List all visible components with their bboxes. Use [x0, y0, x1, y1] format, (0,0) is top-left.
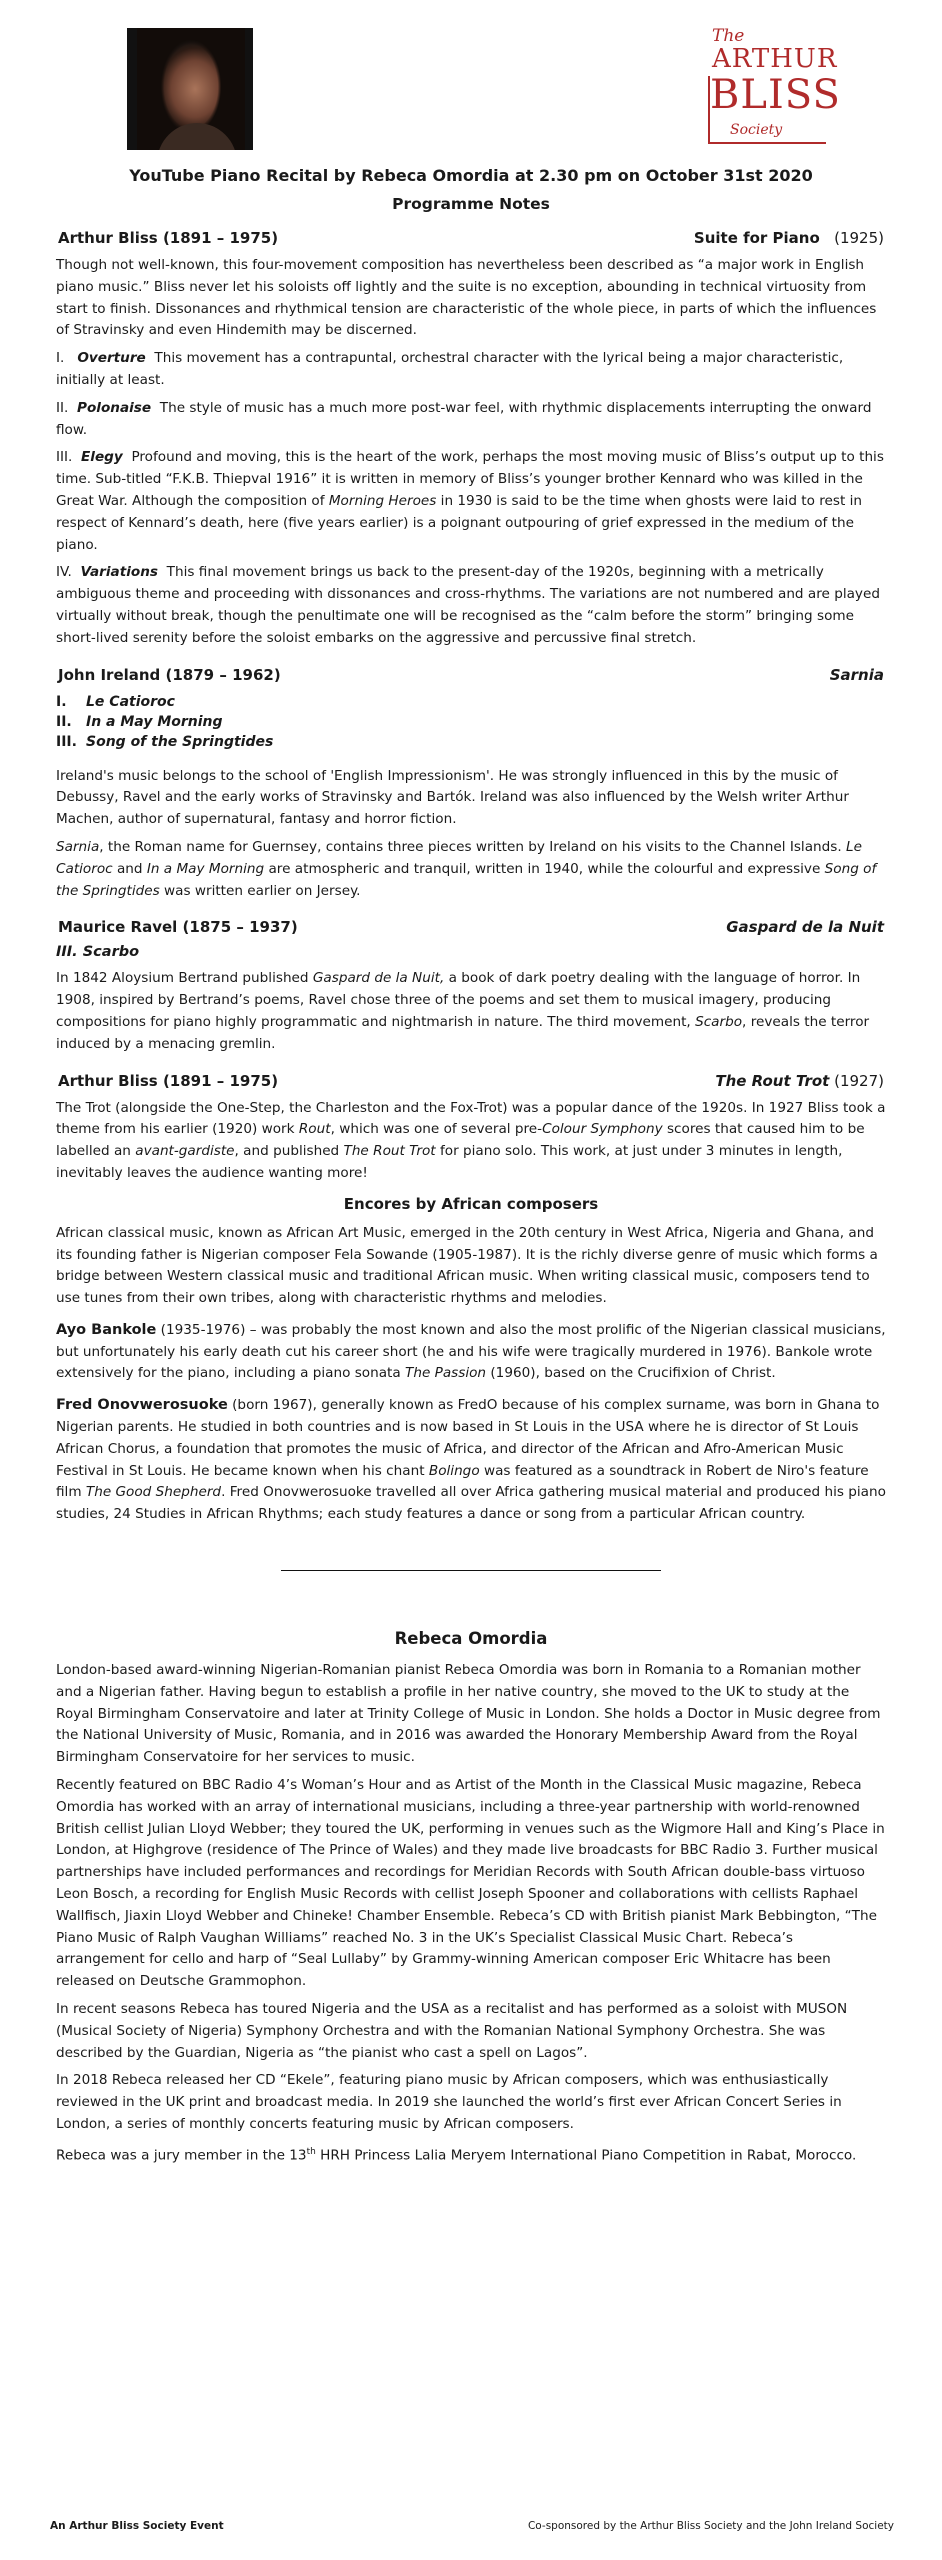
work-title: The Rout Trot: [715, 1071, 830, 1090]
bliss-suite-heading: [0, 229, 942, 247]
list-item: III. Song of the Springtides: [56, 733, 274, 750]
logo-bliss: BLISS: [710, 72, 841, 118]
movement-overture: I. Overture This movement has a contrapuntal, orchestral character with the lyrical being a major characteristic, initially at least.: [56, 350, 844, 388]
movement-variations: IV. Variations This final movement brings us back to the present-day of the 1920s, beginning with a metrically ambiguous theme and proceeding with dissonances and cross-rhythms. The variations are not numbered and are played virtually without break, though the penultimate one will be recognised as the “calm before the storm” bringing some short-lived serenity before the soloist embarks on the aggressive and percussive final stretch.: [56, 564, 880, 646]
work-year: (1927): [834, 1071, 884, 1090]
bio-para-5: Rebeca was a jury member in the 13th HRH Princess Lalia Meryem International Piano Competition in Rabat, Morocco.: [56, 2146, 857, 2164]
bio-para-4: In 2018 Rebeca released her CD “Ekele”, featuring piano music by African composers, which was enthusiastically reviewed in the UK print and broadcast media. In 2019 she launched the world’s first ever African Concert Series in London, a series of monthly concerts featuring music by African composers.: [56, 2072, 842, 2132]
sarnia-movements: [0, 692, 942, 752]
fred-para: Fred Onovwerosuoke (born 1967), generally known as FredO because of his complex surname, was born in Ghana to Nigerian parents. He studied in both countries and is now based in St Louis in the USA where he is director of St Louis African Chorus, a foundation that promotes the music of Africa, and director of the African and Afro-American Music Festival in St Louis. He became known when his chant Bolingo was featured as a soundtrack in Robert de Niro's feature film The Good Shepherd. Fred Onovwerosuoke travelled all over Africa gathering musical material and produced his piano studies, 24 Studies in African Rhythms; each study features a dance or song from a particular African country.: [56, 1397, 886, 1523]
footer-event: An Arthur Bliss Society Event: [50, 2520, 224, 2532]
composer-name: Arthur Bliss (1891 – 1975): [58, 229, 279, 247]
work-title: Suite for Piano: [693, 229, 820, 247]
programme-notes-heading: Programme Notes: [392, 195, 550, 213]
bio-para-1: London-based award-winning Nigerian-Romanian pianist Rebeca Omordia was born in Romania to a Romanian mother and a Nigerian father. Having begun to establish a profile in her native country, she moved to the UK to study at the Royal Birmingham Conservatoire and later at Trinity College of Music in London. She holds a Doctor in Music degree from the National University of Music, Romania, and in 2016 was awarded the Honorary Membership Award from the Royal Birmingham Conservatoire for her services to music.: [56, 1662, 881, 1766]
work-title: Gaspard de la Nuit: [726, 918, 884, 937]
bio-para-3: In recent seasons Rebeca has toured Nigeria and the USA as a recitalist and has performed as a soloist with MUSON (Musical Society of Nigeria) Symphony Orchestra and with the Romanian National Symphony Orchestra. She was described by the Guardian, Nigeria as “the pianist who cast a spell on Lagos”.: [56, 2001, 848, 2061]
composer-name: Maurice Ravel (1875 – 1937): [58, 918, 298, 937]
footer-sponsors: Co-sponsored by the Arthur Bliss Society and the John Ireland Society: [527, 2520, 894, 2532]
ireland-para-1: Ireland's music belongs to the school of 'English Impressionism'. He was strongly influenced in this by the music of Debussy, Ravel and the early works of Stravinsky and Bartók. Ireland was also influenced by the Welsh writer Arthur Machen, author of supernatural, fantasy and horror fiction.: [56, 767, 849, 828]
ireland-para-2: Sarnia, the Roman name for Guernsey, contains three pieces written by Ireland on his visits to the Channel Islands. Le Catioroc and In a May Morning are atmospheric and tranquil, written in 1940, while the colourful and expressive Song of the Springtides was written earlier on Jersey.: [56, 838, 877, 899]
ravel-heading: [0, 918, 942, 936]
document-body: [0, 162, 942, 2173]
movement-elegy: III. Elegy Profound and moving, this is the heart of the work, perhaps the most moving music of Bliss’s output up to this time. Sub-titled “F.K.B. Thiepval 1916” it is written in memory of Bliss’s younger brother Kennard who was killed in the Great War. Although the composition of Morning Heroes in 1930 is said to be the time when ghosts were laid to rest in respect of Kennard’s death, here (five years earlier) is a poignant outpouring of grief expressed in the medium of the piano.: [56, 449, 884, 553]
divider: [281, 1570, 661, 1571]
work-year: (1925): [834, 229, 884, 247]
logo-society: Society: [730, 122, 783, 138]
composer-name: John Ireland (1879 – 1962): [58, 665, 281, 684]
composer-name: Arthur Bliss (1891 – 1975): [58, 1071, 279, 1090]
logo-arthur: ARTHUR: [712, 44, 838, 74]
ireland-heading: [0, 666, 942, 684]
encores-intro: African classical music, known as African Art Music, emerged in the 20th century in West Africa, Nigeria and Ghana, and its founding father is Nigerian composer Fela Sowande (1905-1987). It is the richly diverse genre of music which forms a bridge between Western classical music and traditional African music. When writing classical music, composers tend to use tunes from their own tribes, along with characteristic rhythms and melodies.: [56, 1224, 878, 1307]
scarbo-heading: III. Scarbo: [56, 944, 140, 961]
performer-photo: [127, 28, 253, 150]
work-title: Sarnia: [829, 665, 884, 684]
encores-heading: Encores by African composers: [343, 1194, 599, 1213]
bio-heading: Rebeca Omordia: [394, 1629, 548, 1649]
ravel-para: In 1842 Aloysium Bertrand published Gaspard de la Nuit, a book of dark poetry dealing with the language of horror. In 1908, inspired by Bertrand’s poems, Ravel chose three of the poems and set them to musical imagery, producing compositions for piano highly programmatic and nightmarish in nature. The third movement, Scarbo, reveals the terror induced by a menacing gremlin.: [56, 970, 870, 1052]
list-item: II. In a May Morning: [56, 713, 223, 730]
list-item: I. Le Catioroc: [56, 693, 175, 710]
bankole-para: Ayo Bankole (1935-1976) – was probably the most known and also the most prolific of the Nigerian classical musicians, but unfortunately his early death cut his career short (he and his wife were tragically murdered in 1976). Bankole wrote extensively for the piano, including a piano sonata The Passion (1960), based on the Crucifixion of Christ.: [56, 1321, 886, 1382]
movement-polonaise: II. Polonaise The style of music has a much more post-war feel, with rhythmic displacements interrupting the onward flow.: [56, 399, 872, 438]
bliss-trot-para: The Trot (alongside the One-Step, the Charleston and the Fox-Trot) was a popular dance of the 1920s. In 1927 Bliss took a theme from his earlier (1920) work Rout, which was one of several pre-Colour Symphony scores that caused him to be labelled an avant-gardiste, and published The Rout Trot for piano solo. This work, at just under 3 minutes in length, inevitably leaves the audience wanting more!: [56, 1099, 886, 1181]
logo-the: The: [712, 26, 745, 46]
bliss-trot-heading: [0, 1072, 942, 1090]
bio-para-2: Recently featured on BBC Radio 4’s Woman’s Hour and as Artist of the Month in the Classical Music magazine, Rebeca Omordia has worked with an array of international musicians, including a three-year partnership with world-renowned British cellist Julian Lloyd Webber; they toured the UK, performing in venues such as the Wigmore Hall and King’s Place in London, at Highgrove (residence of The Prince of Wales) and they made live broadcasts for BBC Radio 3. Further musical partnerships have included performances and recordings for Meridian Records with South African double-bass virtuoso Leon Bosch, a recording for English Music Records with cellist Joseph Spooner and collaborations with cellists Raphael Wallfisch, Jiaxin Lloyd Webber and Chineke! Chamber Ensemble. Rebeca’s CD with British pianist Mark Bebbington, “The Piano Music of Ralph Vaughan Williams” reached No. 3 in the UK’s Specialist Classical Music Chart. Rebeca’s arrangement for cello and harp of “Seal Lullaby” by Grammy-winning American composer Eric Whitacre has been released on Deutsche Grammophon.: [56, 1777, 885, 1990]
bliss-suite-intro: Though not well-known, this four-movement composition has nevertheless been described as “a major work in English piano music.” Bliss never let his soloists off lightly and the suite is no exception, abounding in technical virtuosity from start to finish. Dissonances and rhythmical tension are characteristic of the whole piece, in parts of which the influences of Stravinsky and even Hindemith may be discerned.: [56, 257, 877, 339]
page-title: YouTube Piano Recital by Rebeca Omordia at 2.30 pm on October 31st 2020: [129, 166, 813, 185]
arthur-bliss-society-logo: [700, 24, 841, 144]
